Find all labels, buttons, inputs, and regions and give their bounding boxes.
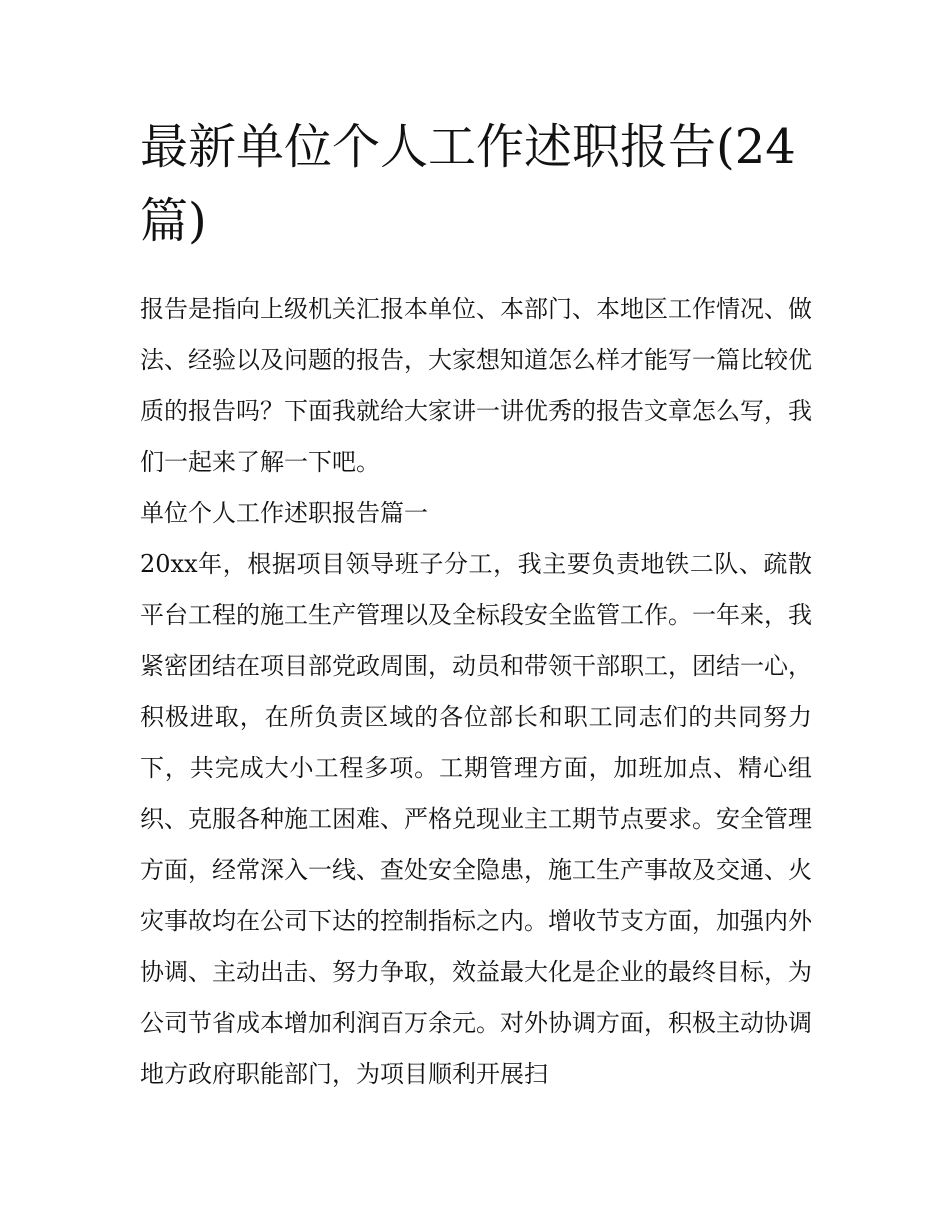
intro-paragraph: 报告是指向上级机关汇报本单位、本部门、本地区工作情况、做法、经验以及问题的报告，大家想知道怎么样才能写一篇比较优质的报告吗？下面我就给大家讲一讲优秀的报告文章怎么写，我们一起来了解一下吧。 [140, 295, 812, 476]
document-title: 最新单位个人工作述职报告(24篇) [140, 119, 796, 249]
document-page [140, 110, 812, 1100]
body-paragraph: 20xx年，根据项目领导班子分工，我主要负责地铁二队、疏散平台工程的施工生产管理以及全标段安全监管工作。一年来，我紧密团结在项目部党政周围，动员和带领干部职工，团结一心，积极进取，在所负责区域的各位部长和职工同志们的共同努力下，共完成大小工程多项。工期管理方面，加班加点、精心组织、克服各种施工困难、严格兑现业主工期节点要求。安全管理方面，经常深入一线、查处安全隐患，施工生产事故及交通、火灾事故均在公司下达的控制指标之内。增收节支方面，加强内外协调、主动出击、努力争取，效益最大化是企业的最终目标，为公司节省成本增加利润百万余元。对外协调方面，积极主动协调地方政府职能部门，为项目顺利开展扫 [140, 550, 812, 1088]
section-heading: 单位个人工作述职报告篇一 [140, 499, 428, 527]
